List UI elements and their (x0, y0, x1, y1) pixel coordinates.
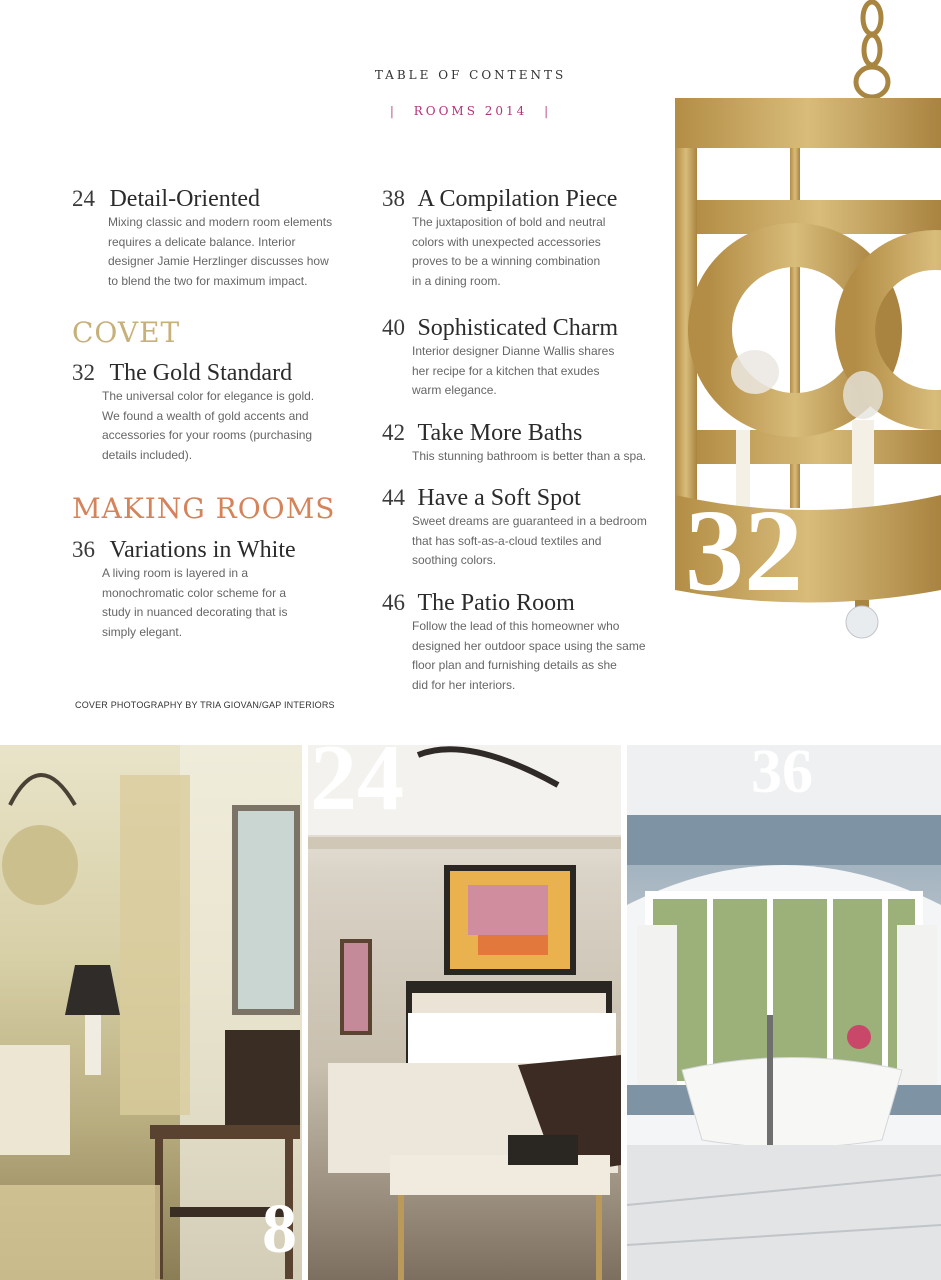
entry-desc: A living room is layered in a monochromatic color scheme for a study in nuanced decorating that is simply elegant. (102, 566, 288, 639)
entry-desc: This stunning bathroom is better than a spa. (412, 449, 647, 463)
toc-title: TABLE OF CONTENTS (374, 68, 567, 82)
bedroom-page-number: 24 (310, 745, 404, 830)
entry-title: Sophisticated Charm (417, 315, 619, 341)
entry-title: Take More Baths (417, 420, 583, 446)
bathroom-illustration (627, 745, 941, 1280)
toc-entry-40[interactable] (382, 315, 618, 401)
bath-page-number: 36 (751, 745, 813, 806)
photo-credit: COVER PHOTOGRAPHY BY TRIA GIOVAN/GAP INTERIORS (75, 700, 335, 710)
entry-desc: Sweet dreams are guaranteed in a bedroom that has soft-as-a-cloud textiles and soothing colors. (412, 514, 647, 567)
entry-title: A Compilation Piece (417, 186, 618, 212)
entry-desc: The juxtaposition of bold and neutral colors with unexpected accessories proves to be a winning combination in a dining room. (412, 215, 606, 288)
entry-page: 40 (382, 315, 405, 340)
lantern-page-number: 32 (685, 485, 803, 616)
living-room-photo (0, 745, 302, 1280)
entry-desc: The universal color for elegance is gold. We found a wealth of gold accents and accessories for your rooms (purchasing details included). (102, 389, 315, 462)
entry-page: 38 (382, 186, 405, 211)
living-room-illustration (0, 745, 302, 1280)
entry-title: Detail-Oriented (109, 186, 261, 212)
entry-title: The Patio Room (417, 590, 575, 616)
entry-page: 24 (72, 186, 95, 211)
section-covet: COVET (72, 316, 181, 349)
entry-desc: Mixing classic and modern room elements requires a delicate balance. Interior designer Jamie Herzlinger discusses how to blend the two for maximum impact. (108, 215, 333, 288)
entry-page: 32 (72, 360, 95, 385)
toc-entry-38[interactable] (382, 186, 617, 291)
divider-right: | (544, 104, 552, 118)
toc-entry-44[interactable] (382, 485, 647, 571)
entry-desc: Interior designer Dianne Wallis shares her recipe for a kitchen that exudes warm elegance. (412, 344, 615, 397)
bathroom-photo (627, 745, 941, 1280)
toc-entry-36[interactable] (72, 537, 296, 642)
entry-title: Have a Soft Spot (417, 485, 581, 511)
toc-entry-24[interactable] (72, 186, 332, 291)
section-making-rooms: MAKING ROOMS (72, 492, 336, 525)
entry-title: The Gold Standard (109, 360, 293, 386)
gold-lantern-photo (670, 0, 941, 645)
entry-page: 44 (382, 485, 405, 510)
subtitle-text: ROOMS 2014 (413, 104, 528, 118)
entry-page: 36 (72, 537, 95, 562)
entry-page: 42 (382, 420, 405, 445)
living-page-number: 8 (262, 1191, 297, 1268)
toc-entry-42[interactable] (382, 420, 646, 467)
entry-page: 46 (382, 590, 405, 615)
toc-entry-32[interactable] (72, 360, 314, 465)
toc-entry-46[interactable] (382, 590, 646, 695)
entry-desc: Follow the lead of this homeowner who designed her outdoor space using the same floor plan and furnishing details as she did for her interiors. (412, 619, 646, 692)
entry-title: Variations in White (109, 537, 296, 563)
bedroom-photo (308, 745, 621, 1280)
divider-left: | (389, 104, 397, 118)
